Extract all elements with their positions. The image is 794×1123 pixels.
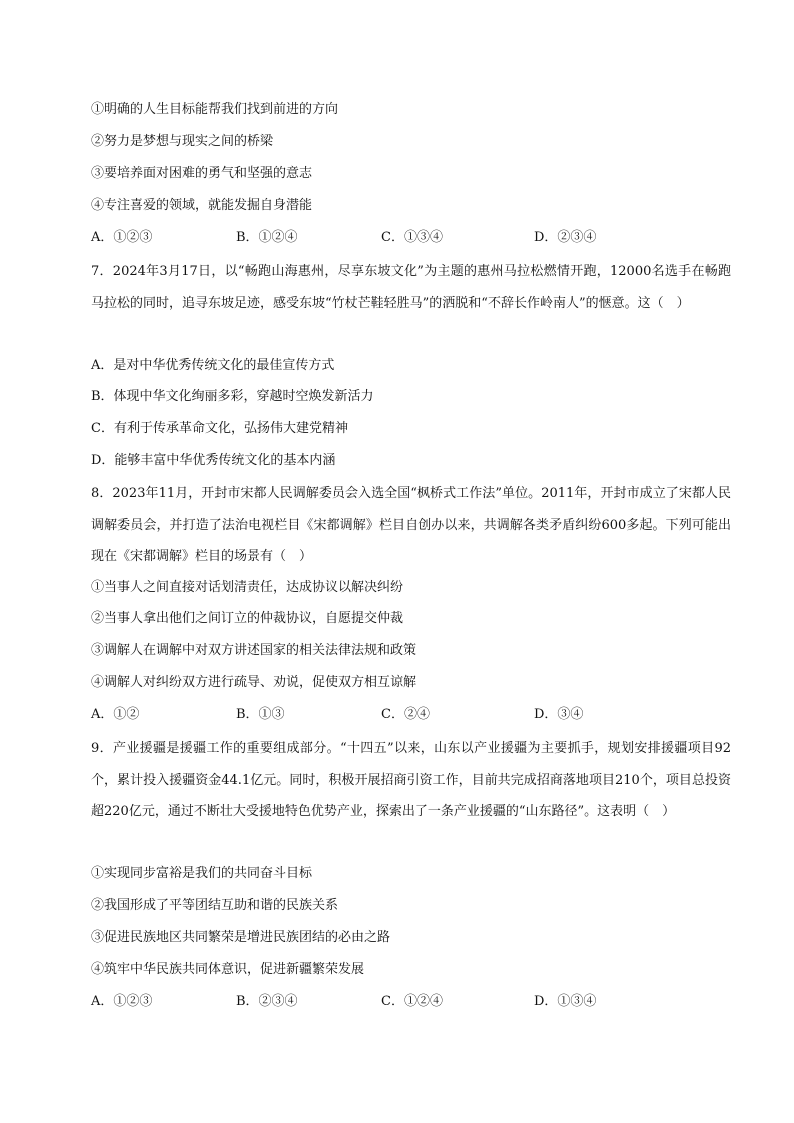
q9-statement-1: ①实现同步富裕是我们的共同奋斗目标 <box>91 866 313 881</box>
q6-statement-4: ④专注喜爱的领域，就能发掘自身潜能 <box>91 198 313 213</box>
q8-statement-2: ②当事人拿出他们之间订立的仲裁协议，自愿提交仲裁 <box>91 611 404 626</box>
q9-statement-3: ③促进民族地区共同繁荣是增进民族团结的必由之路 <box>91 930 391 945</box>
q6-option-b[interactable]: B．①②④ <box>236 230 298 245</box>
q6-option-d[interactable]: D．②③④ <box>534 230 597 245</box>
q6-statement-1: ①明确的人生目标能帮我们找到前进的方向 <box>91 102 339 117</box>
q8-option-d[interactable]: D．③④ <box>534 707 584 722</box>
q8-option-a[interactable]: A．①② <box>91 707 140 722</box>
q7-choice-c[interactable]: C．有利于传承革命文化，弘扬伟大建党精神 <box>91 421 348 436</box>
q9-option-d[interactable]: D．①③④ <box>534 994 597 1009</box>
q9-options <box>91 993 711 1011</box>
q8-statement-4: ④调解人对纠纷双方进行疏导、劝说，促使双方相互谅解 <box>91 675 417 690</box>
q6-statement-3: ③要培养面对困难的勇气和坚强的意志 <box>91 166 313 181</box>
q6-options <box>91 229 711 247</box>
q8-option-c[interactable]: C．②④ <box>381 707 430 722</box>
q8-option-b[interactable]: B．①③ <box>236 707 285 722</box>
q7-choice-a[interactable]: A．是对中华优秀传统文化的最佳宣传方式 <box>91 358 335 373</box>
q9-option-b[interactable]: B．②③④ <box>236 994 298 1009</box>
q7-choice-b[interactable]: B．体现中华文化绚丽多彩，穿越时空焕发新活力 <box>91 389 374 404</box>
q6-option-c[interactable]: C．①③④ <box>381 230 443 245</box>
q9-option-c[interactable]: C．①②④ <box>381 994 443 1009</box>
q9-statement-4: ④筑牢中华民族共同体意识，促进新疆繁荣发展 <box>91 962 365 977</box>
q9-option-a[interactable]: A．①②③ <box>91 994 153 1009</box>
q8-statement-3: ③调解人在调解中对双方讲述国家的相关法律法规和政策 <box>91 643 417 658</box>
q7-choice-d[interactable]: D．能够丰富中华优秀传统文化的基本内涵 <box>91 453 336 468</box>
q6-option-a[interactable]: A．①②③ <box>91 230 153 245</box>
q8-statement-1: ①当事人之间直接对话划清责任，达成协议以解决纠纷 <box>91 580 404 595</box>
q9-stem: 9．产业援疆是援疆工作的重要组成部分。“十四五”以来，山东以产业援疆为主要抓手，规划安排援疆项目92个，累计投入援疆资金44.1亿元。同时，积极开展招商引资工作，目前共完成招商落地项目210个，项目总投资超220亿元，通过不断壮大受援地特色优势产业，探索出了一条产业援疆的“山东路径”。这表明（ ） <box>91 741 731 820</box>
q8-options <box>91 706 711 724</box>
q7-stem: 7．2024年3月17日，以“畅跑山海惠州，尽享东坡文化”为主题的惠州马拉松燃情开跑，12000名选手在畅跑马拉松的同时，追寻东坡足迹，感受东坡“竹杖芒鞋轻胜马”的洒脱和“不辞长作岭南人”的惬意。这（ ） <box>91 264 731 311</box>
q8-stem: 8．2023年11月，开封市宋都人民调解委员会入选全国“枫桥式工作法”单位。2011年，开封市成立了宋都人民调解委员会，并打造了法治电视栏目《宋都调解》栏目自创办以来，共调解各类矛盾纠纷600多起。下列可能出现在《宋都调解》栏目的场景有（ ） <box>91 486 731 565</box>
q9-statement-2: ②我国形成了平等团结互助和谐的民族关系 <box>91 898 339 913</box>
q6-statement-2: ②努力是梦想与现实之间的桥梁 <box>91 134 274 149</box>
